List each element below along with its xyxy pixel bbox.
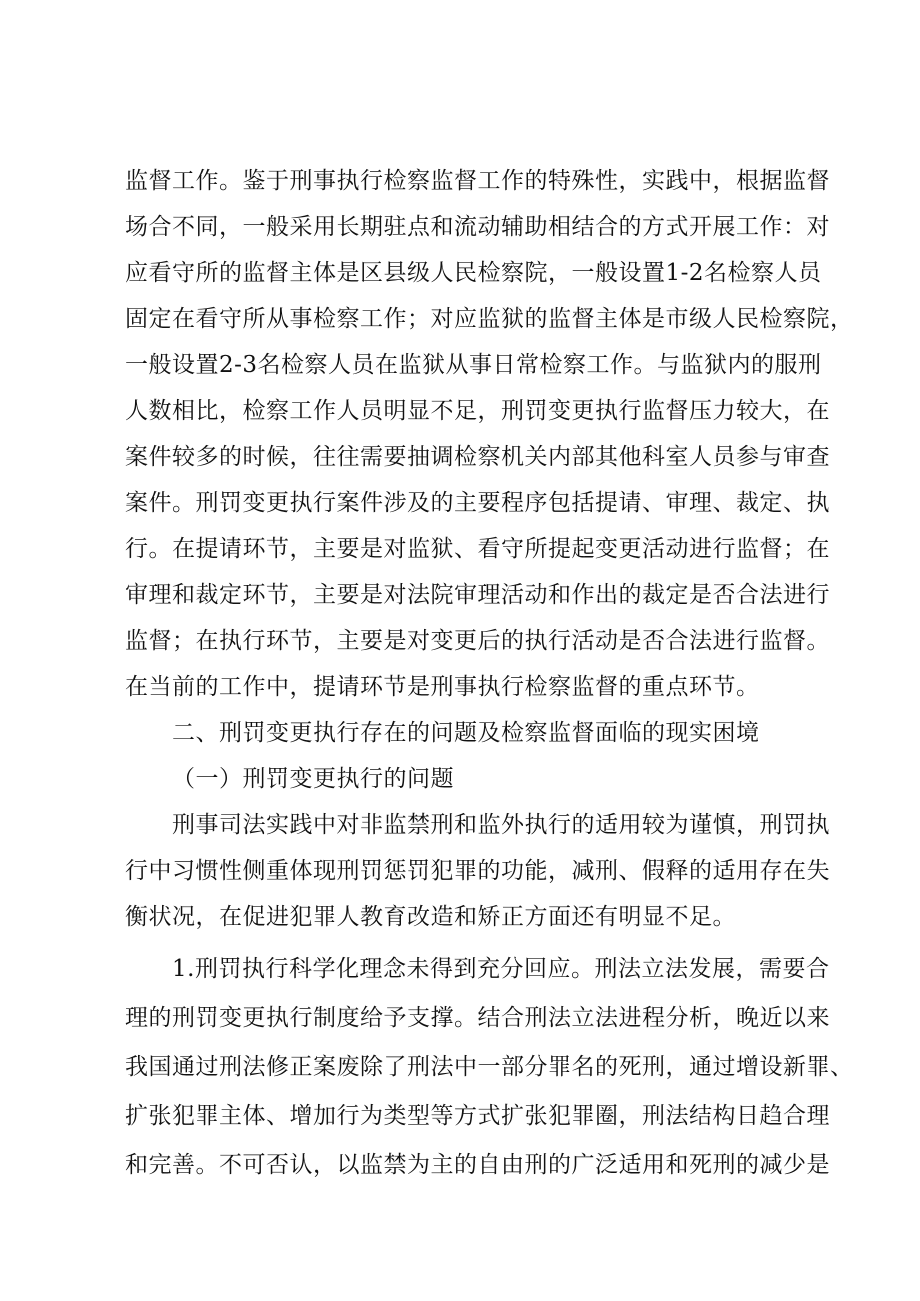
section-heading-2: 二、刑罚变更执行存在的问题及检察监督面临的现实困境	[172, 720, 760, 746]
paragraph-1-line-10: 审理和裁定环节，主要是对法院审理活动和作出的裁定是否合法进行	[125, 582, 830, 608]
paragraph-3-line-4: 扩张犯罪主体、增加行为类型等方式扩张犯罪圈，刑法结构日趋合理	[125, 1103, 830, 1129]
paragraph-1-line-7: 案件较多的时候，往往需要抽调检察机关内部其他科室人员参与审查	[125, 444, 830, 470]
paragraph-1-line-12: 在当前的工作中，提请环节是刑事执行检察监督的重点环节。	[125, 674, 760, 700]
paragraph-1-line-6: 人数相比，检察工作人员明显不足，刑罚变更执行监督压力较大，在	[125, 398, 830, 424]
paragraph-3-line-2: 理的刑罚变更执行制度给予支撑。结合刑法立法进程分析，晚近以来	[125, 1005, 830, 1031]
paragraph-1-line-4: 固定在看守所从事检察工作；对应监狱的监督主体是市级人民检察院，	[125, 306, 854, 332]
paragraph-1-line-11: 监督；在执行环节，主要是对变更后的执行活动是否合法进行监督。	[125, 628, 830, 654]
paragraph-1-line-9: 行。在提请环节，主要是对监狱、看守所提起变更活动进行监督；在	[125, 536, 830, 562]
paragraph-2-line-2: 行中习惯性侧重体现刑罚惩罚犯罪的功能，减刑、假释的适用存在失	[125, 858, 830, 884]
paragraph-1-line-5: 一般设置2-3名检察人员在监狱从事日常检察工作。与监狱内的服刑	[125, 352, 822, 378]
paragraph-3-line-3: 我国通过刑法修正案废除了刑法中一部分罪名的死刑，通过增设新罪、	[125, 1054, 854, 1080]
paragraph-1-line-2: 场合不同，一般采用长期驻点和流动辅助相结合的方式开展工作：对	[125, 214, 830, 240]
paragraph-3-line-1: 1.刑罚执行科学化理念未得到充分回应。刑法立法发展，需要合	[172, 956, 830, 982]
paragraph-2-line-1: 刑事司法实践中对非监禁刑和监外执行的适用较为谨慎，刑罚执	[172, 812, 830, 838]
paragraph-3-line-5: 和完善。不可否认，以监禁为主的自由刑的广泛适用和死刑的减少是	[125, 1152, 830, 1178]
paragraph-1-line-8: 案件。刑罚变更执行案件涉及的主要程序包括提请、审理、裁定、执	[125, 490, 830, 516]
subsection-heading-2-1: （一）刑罚变更执行的问题	[172, 766, 454, 792]
paragraph-2-line-3: 衡状况，在促进犯罪人教育改造和矫正方面还有明显不足。	[125, 904, 736, 930]
paragraph-1-line-3: 应看守所的监督主体是区县级人民检察院，一般设置1-2名检察人员	[125, 260, 822, 286]
paragraph-1-line-1: 监督工作。鉴于刑事执行检察监督工作的特殊性，实践中，根据监督	[125, 168, 830, 194]
